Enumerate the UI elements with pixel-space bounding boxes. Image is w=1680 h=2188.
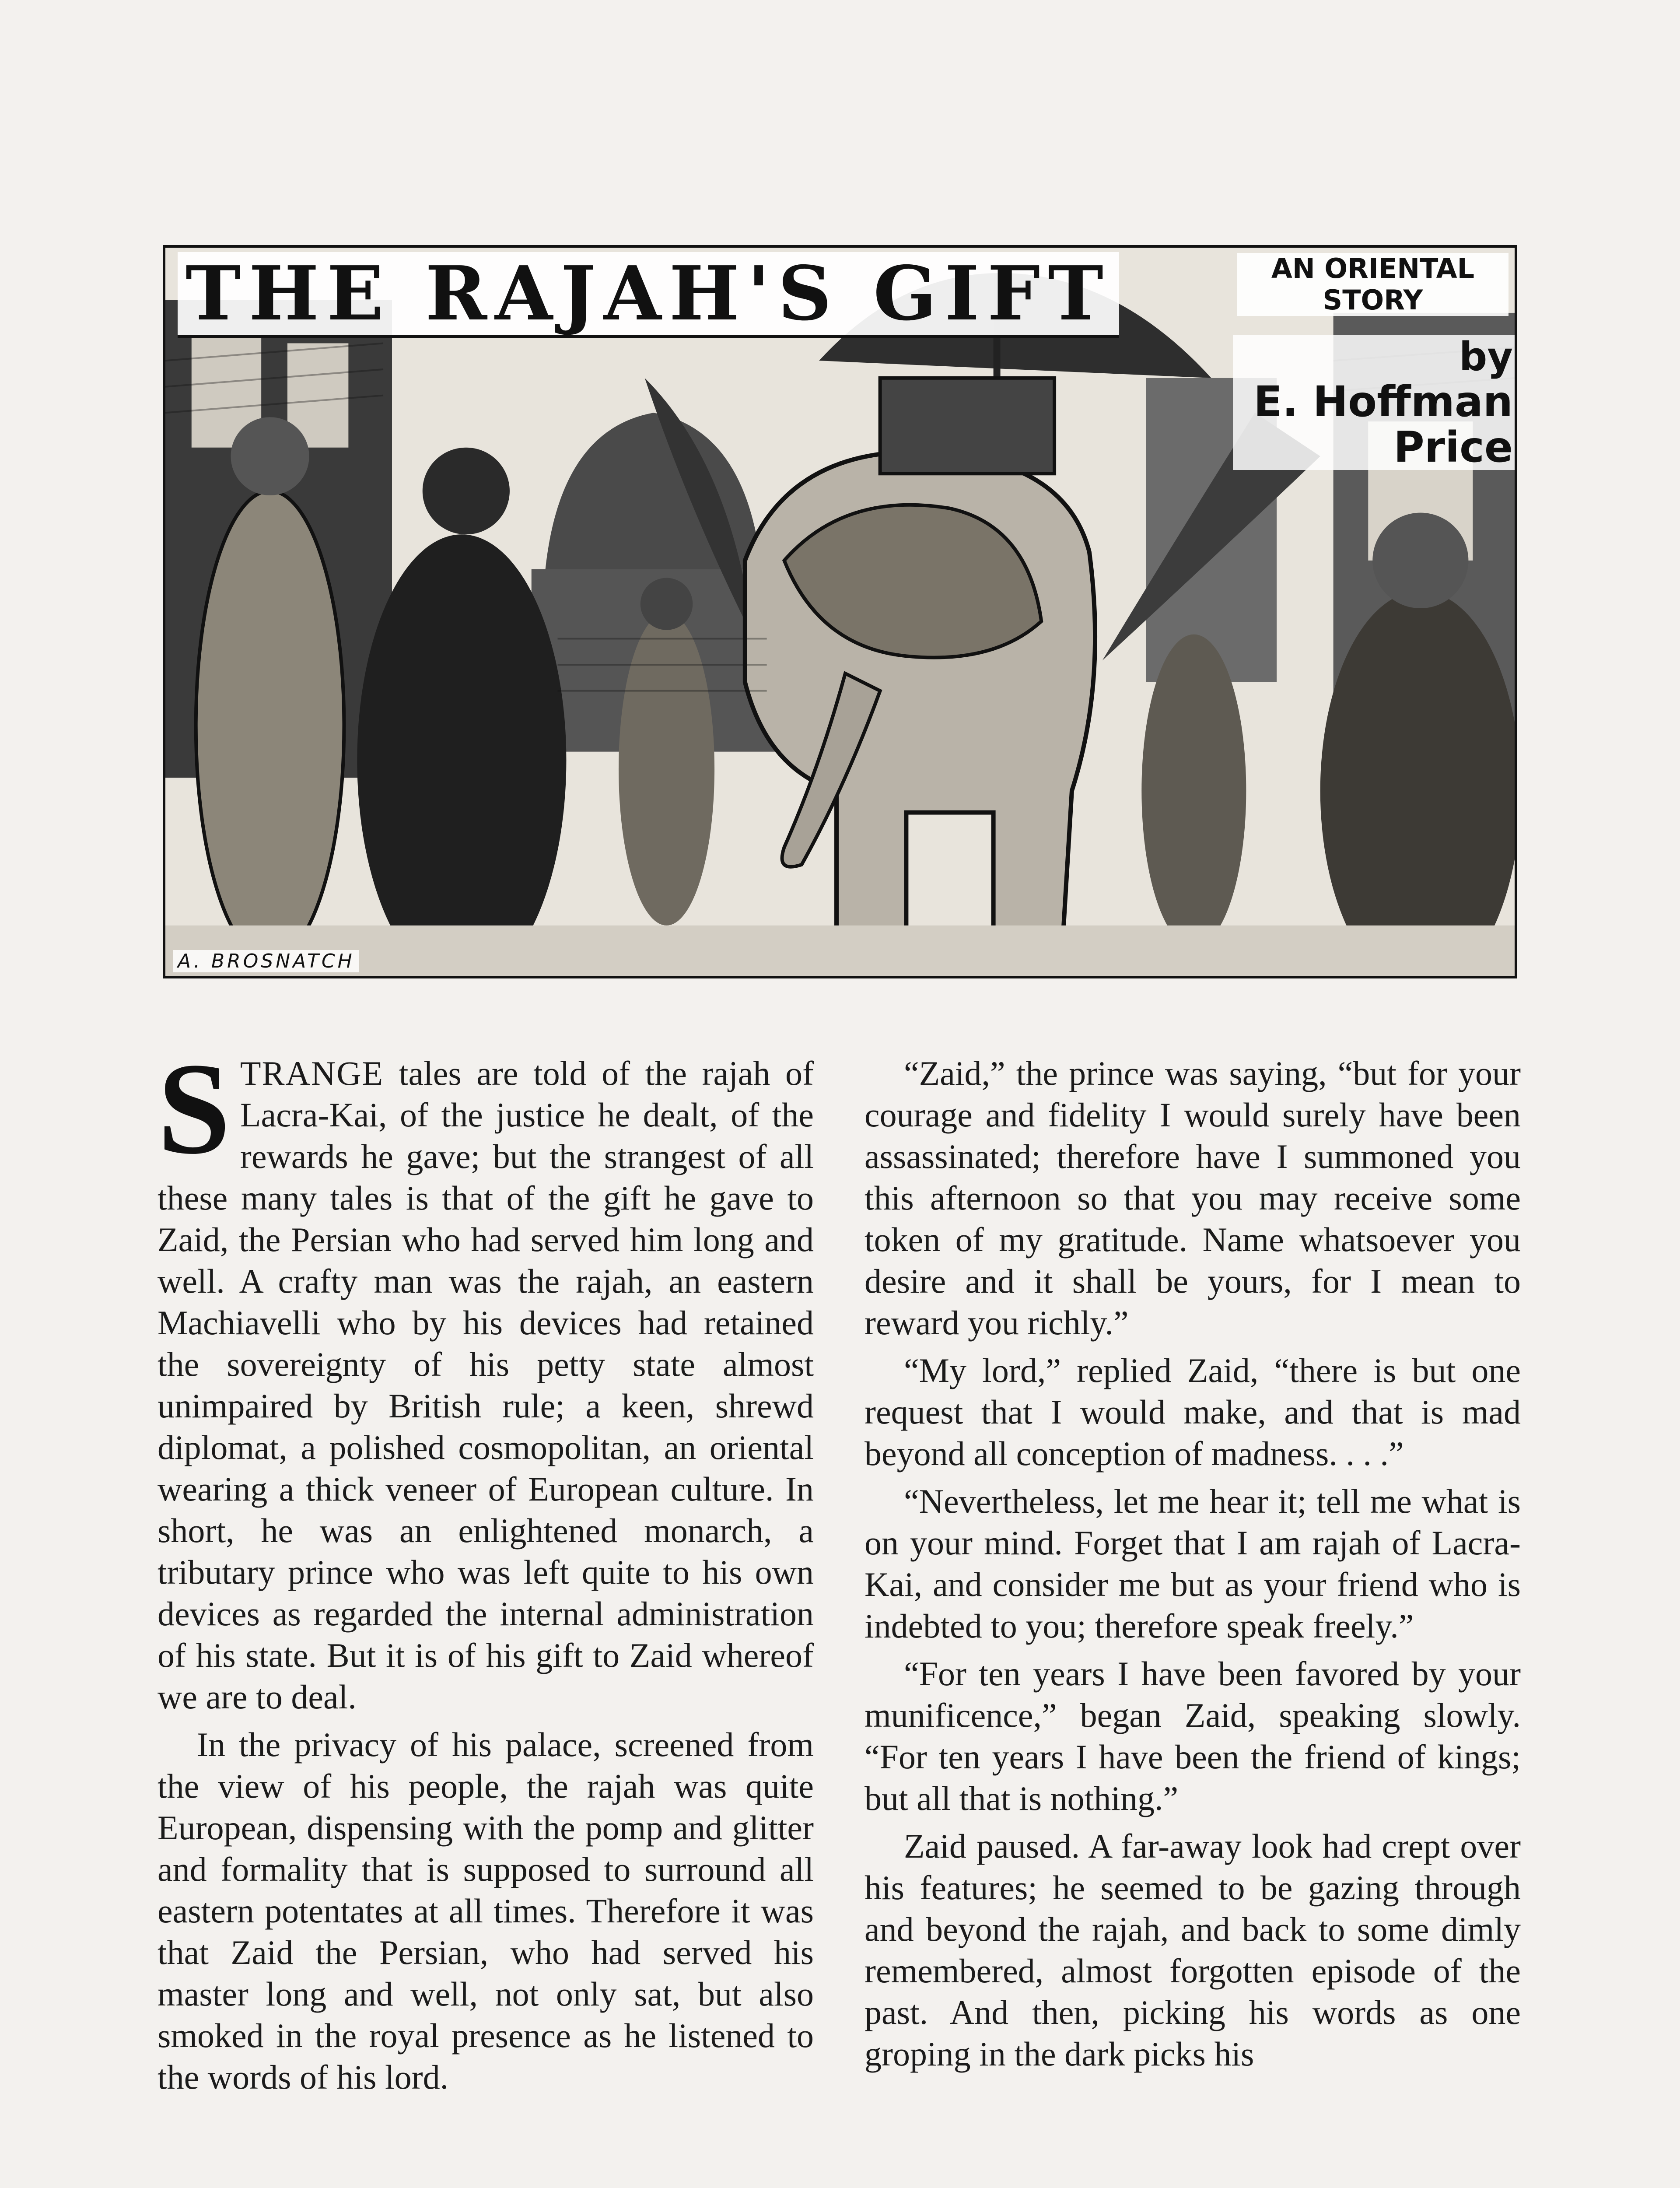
first-word: TRANGE (240, 1054, 384, 1092)
illustrator-signature: A. BROSNATCH (173, 950, 359, 972)
subtitle-line-1: AN ORIENTAL (1271, 252, 1475, 284)
author-name-line-2: Price (1393, 423, 1513, 472)
paragraph-text: tales are told of the rajah of Lacra-Kai, of the justice he dealt, of the rewards he gave; but the strangest of all these many tales is that of the gift he gave to Zaid, the Persian who had served him long and well. A crafty man was the rajah, an eastern Machiavelli who by his devices had retained the sovereignty of his petty state almost unimpaired by British rule; a keen, shrewd diplomat, a polished cosmopolitan, an oriental wearing a thick veneer of European culture. In short, he was an enlightened monarch, a tributary prince who was left quite to his own devices as regarded the internal administration of his state. But it is of his gift to Zaid whereof we are to deal. (158, 1054, 814, 1716)
story-title: THE RAJAH'S GIFT (178, 252, 1119, 338)
paragraph: Zaid paused. A far-away look had crept over his features; he seemed to be gazing through and beyond the rajah, and back to some dimly remembered, almost forgotten episode of the past. And then, picking his words as one groping in the dark picks his (864, 1827, 1521, 2073)
paragraph: “For ten years I have been favored by your munificence,” began Zaid, speaking slowly. “For ten years I have been the friend of kings; but all that is nothing.” (864, 1655, 1521, 1817)
paragraph: “My lord,” replied Zaid, “there is but one request that I would make, and that is mad beyond all conception of madness. . . .” (864, 1351, 1521, 1473)
paragraph: “Zaid,” the prince was saying, “but for your courage and fidelity I would surely have been assassinated; therefore have I summoned you this afternoon so that you may receive some token of my gratitude. Name whatsoever you desire and it shall be yours, for I mean to reward you richly.” (864, 1054, 1521, 1342)
author-name-line-1: E. Hoffman (1253, 377, 1513, 426)
byline-by: by (1459, 334, 1513, 380)
paragraph (158, 1036, 814, 1718)
text-column-right (864, 1052, 1521, 2081)
title-illustration (163, 245, 1517, 978)
drop-cap: S (158, 1036, 231, 1181)
paragraph: “Nevertheless, let me hear it; tell me what is on your mind. Forget that I am rajah of Lacra-Kai, and consider me but as your friend who is indebted to you; therefore speak freely.” (864, 1482, 1521, 1645)
subtitle-line-2: STORY (1323, 284, 1423, 316)
text-column-left (158, 1036, 814, 2104)
story-subtitle (1237, 253, 1508, 316)
author-byline (1233, 335, 1517, 470)
paragraph: In the privacy of his palace, screened from the view of his people, the rajah was quite European, dispensing with the pomp and glitter and formality that is supposed to surround all eastern potentates at all times. Therefore it was that Zaid the Persian, who had served his master long and well, not only sat, but also smoked in the royal presence as he listened to the words of his lord. (158, 1725, 814, 2096)
